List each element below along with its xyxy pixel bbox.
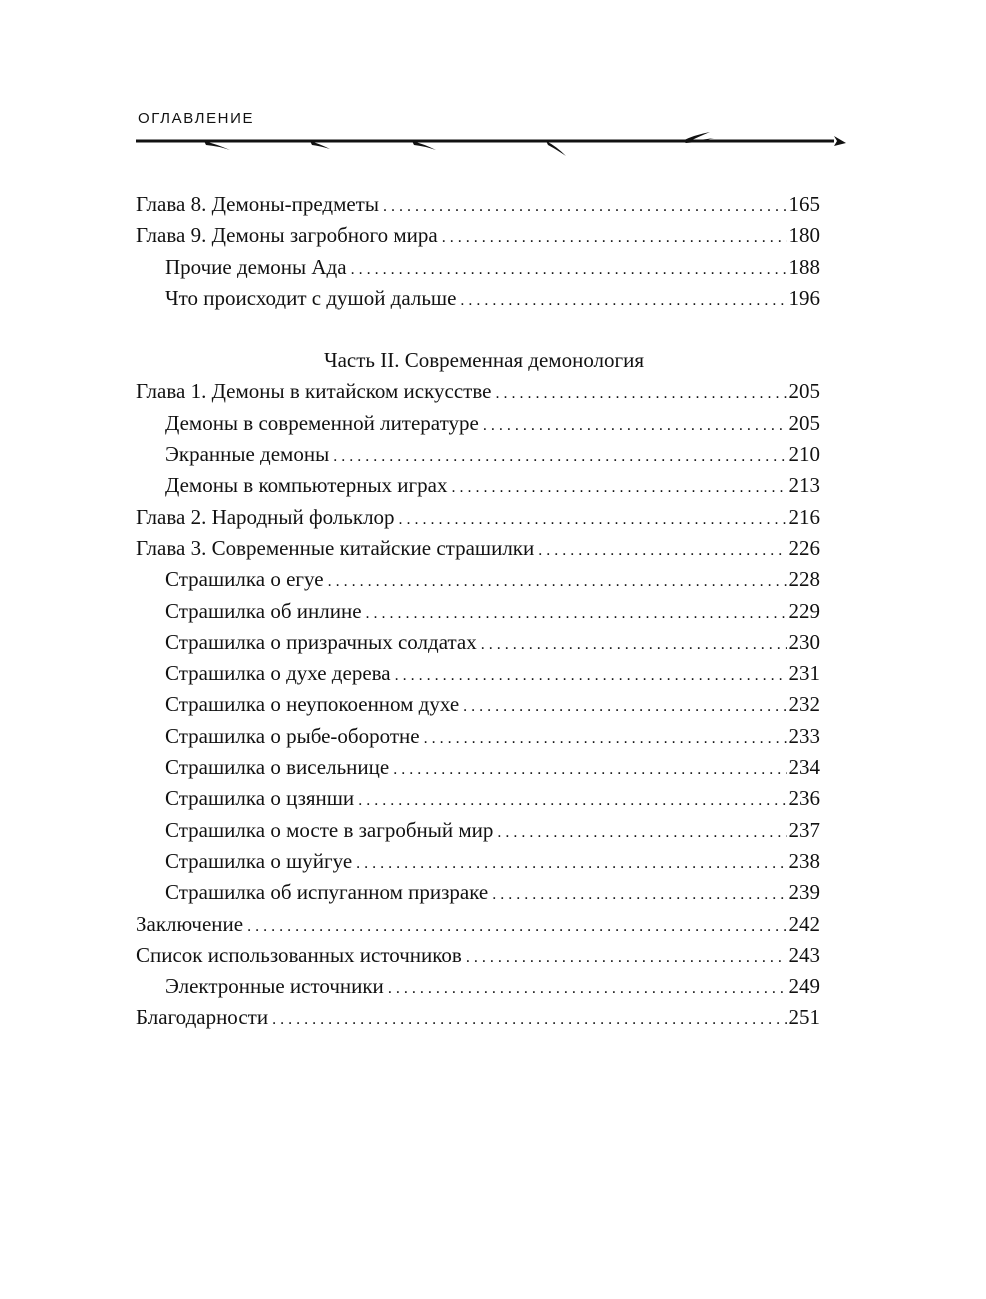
toc-entry-title: Глава 2. Народный фольклор (136, 504, 395, 529)
toc-entry[interactable] (136, 533, 820, 564)
toc-page-number: 229 (788, 598, 820, 623)
toc-subentry[interactable] (136, 408, 820, 439)
toc-subentry[interactable] (136, 752, 820, 783)
dot-leader (324, 566, 787, 597)
toc-entry-title: Страшилка о призрачных солдатах (165, 629, 477, 654)
dot-leader (362, 598, 787, 629)
toc-subentry[interactable] (136, 783, 820, 814)
toc-page-number: 243 (788, 942, 820, 967)
toc-page-number: 232 (788, 692, 820, 717)
dot-leader (391, 660, 787, 691)
dot-leader (420, 723, 787, 754)
toc-entry-title: Страшилка об инлине (165, 598, 362, 623)
toc-entry-title: Благодарности (136, 1005, 269, 1030)
toc-subentry[interactable] (136, 971, 820, 1002)
toc-subentry[interactable] (136, 564, 820, 595)
dot-leader (384, 973, 787, 1004)
dot-leader (534, 535, 786, 566)
toc-page-number: 233 (788, 723, 820, 748)
dot-leader (447, 472, 786, 503)
dot-leader (488, 879, 786, 910)
toc-entry-title: Страшилка о мосте в загробный мир (165, 817, 494, 842)
dot-leader (456, 285, 786, 316)
toc-page-number: 226 (788, 535, 820, 560)
dot-leader (347, 254, 787, 285)
arrow-ornament-divider (134, 128, 846, 160)
dot-leader (479, 410, 787, 441)
toc-page-number: 239 (788, 880, 820, 905)
toc-page-number: 213 (788, 473, 820, 498)
toc-page-number: 165 (788, 192, 820, 216)
toc-entry[interactable] (136, 376, 820, 407)
toc-subentry[interactable] (136, 846, 820, 877)
dot-leader (268, 1004, 786, 1035)
running-head: ОГЛАВЛЕНИЕ (138, 110, 255, 127)
toc-page-number: 196 (788, 285, 820, 310)
toc-entry-title: Что происходит с душой дальше (165, 285, 457, 310)
part-title[interactable]: Часть II. Современная демонология (323, 348, 645, 373)
toc-page-number: 242 (788, 911, 820, 936)
toc-entry-title: Демоны в современной литературе (165, 410, 479, 435)
toc-entry-title: Страшилка о рыбе-оборотне (165, 723, 420, 748)
toc-page-number: 188 (788, 254, 820, 279)
toc-entry[interactable] (136, 1002, 820, 1033)
dot-leader (243, 911, 786, 942)
toc-page-number: 205 (788, 379, 820, 404)
toc-subentry[interactable] (136, 439, 820, 470)
table-of-contents (136, 189, 820, 1034)
dot-leader (379, 191, 787, 222)
toc-entry-title: Страшилка о егуе (165, 567, 324, 592)
toc-page-number: 180 (788, 223, 820, 248)
dot-leader (395, 504, 787, 535)
dot-leader (462, 942, 787, 973)
toc-entry-title: Заключение (136, 911, 244, 936)
dot-leader (459, 691, 786, 722)
dot-leader (352, 848, 786, 879)
toc-entry-title: Страшилка о духе дерева (165, 661, 391, 686)
toc-entry-title: Электронные источники (165, 974, 384, 999)
toc-entry-title: Страшилка о неупокоенном духе (165, 692, 460, 717)
toc-page-number: 216 (788, 504, 820, 529)
dot-leader (493, 817, 786, 848)
toc-page-number: 205 (788, 410, 820, 435)
toc-entry-title: Глава 9. Демоны загробного мира (136, 223, 438, 248)
toc-page-number: 249 (788, 974, 820, 999)
dot-leader (438, 222, 787, 253)
toc-entry-title: Глава 3. Современные китайские страшилки (136, 535, 535, 560)
toc-entry-title: Глава 1. Демоны в китайском искусстве (136, 379, 492, 404)
toc-page-number: 237 (788, 817, 820, 842)
dot-leader (389, 754, 786, 785)
toc-subentry[interactable] (136, 283, 820, 314)
dot-leader (354, 785, 786, 816)
toc-entry-title: Страшилка о цзянши (165, 786, 355, 811)
toc-entry-title: Страшилка о шуйгуе (165, 848, 353, 873)
toc-page-number: 231 (788, 661, 820, 686)
dot-leader (491, 378, 786, 409)
toc-page-number: 251 (788, 1005, 820, 1030)
toc-subentry[interactable] (136, 815, 820, 846)
dot-leader (329, 441, 786, 472)
toc-page-number: 228 (788, 567, 820, 592)
toc-subentry[interactable] (136, 627, 820, 658)
toc-subentry[interactable] (136, 596, 820, 627)
toc-entry[interactable] (136, 189, 820, 220)
toc-entry-title: Страшилка об испуганном призраке (165, 880, 489, 905)
toc-entry[interactable] (136, 502, 820, 533)
toc-entry-title: Экранные демоны (165, 442, 330, 467)
toc-entry-title: Страшилка о висельнице (165, 755, 390, 780)
toc-entry-title: Список использованных источников (136, 942, 462, 967)
toc-entry[interactable] (136, 220, 820, 251)
toc-entry-title: Глава 8. Демоны-предметы (136, 192, 379, 216)
toc-page-number: 230 (788, 629, 820, 654)
toc-subentry[interactable] (136, 689, 820, 720)
toc-page-number: 210 (788, 442, 820, 467)
toc-page-number: 238 (788, 848, 820, 873)
toc-subentry[interactable] (136, 252, 820, 283)
toc-entry[interactable] (136, 909, 820, 940)
toc-entry-title: Демоны в компьютерных играх (165, 473, 448, 498)
toc-subentry[interactable] (136, 877, 820, 908)
toc-page-number: 234 (788, 755, 820, 780)
dot-leader (477, 629, 787, 660)
toc-entry-title: Прочие демоны Ада (165, 254, 347, 279)
toc-subentry[interactable] (136, 721, 820, 752)
toc-entry[interactable] (136, 940, 820, 971)
toc-page-number: 236 (788, 786, 820, 811)
toc-subentry[interactable] (136, 658, 820, 689)
toc-subentry[interactable] (136, 470, 820, 501)
